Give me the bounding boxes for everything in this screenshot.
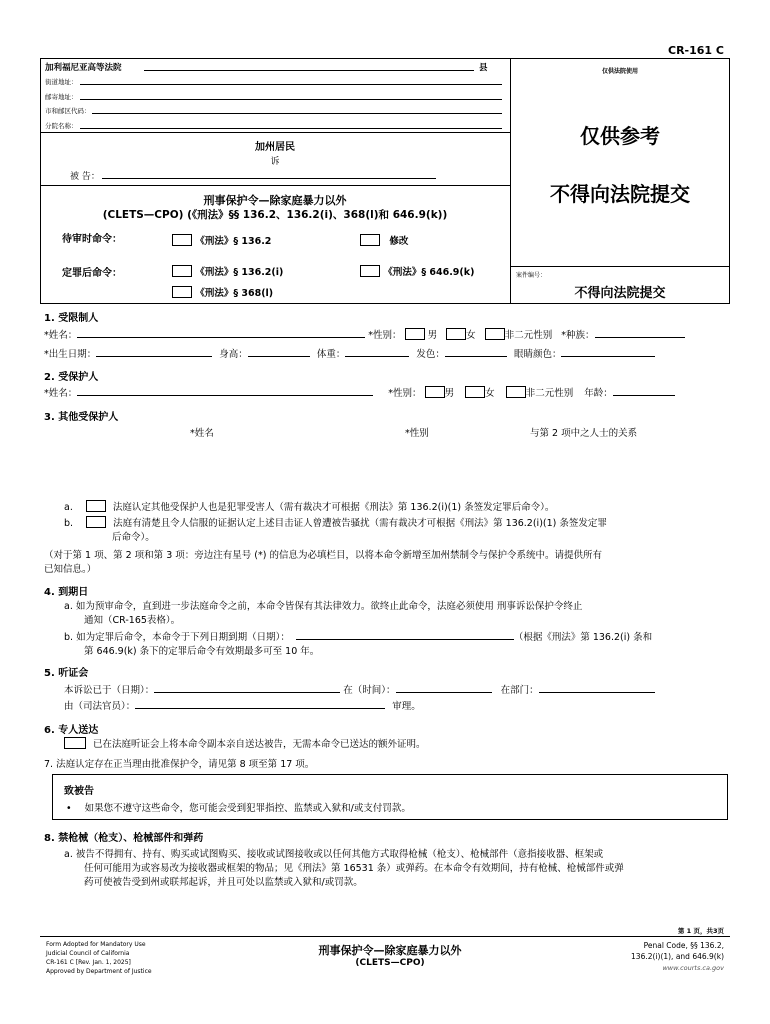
restrained-name-label: *姓名： — [44, 330, 78, 341]
expiration-pretrial-cont: 通知（CR-165表格）。 — [84, 615, 181, 626]
footer-subtitle: (CLETS—CPO) — [355, 958, 425, 968]
item3b-label: b. — [64, 518, 74, 529]
case-number-value: 不得向法院提交 — [574, 286, 666, 301]
item3a-text: 法庭认定其他受保护人也是犯罪受害人（需有裁决才可根据《刑法》第 136.2(i)(1) 条签发定罪后命令）。 — [112, 502, 555, 513]
hair-field[interactable] — [445, 356, 507, 357]
protected-male-checkbox[interactable] — [425, 386, 445, 398]
firearms-text-3: 药可使被告受到州或联邦起诉，并且可处以监禁或入狱和/或罚款。 — [84, 877, 363, 888]
protected-name-label: *姓名： — [44, 388, 78, 399]
section4-heading: 4. 到期日 — [44, 587, 89, 598]
protected-nonbinary-checkbox[interactable] — [506, 386, 526, 398]
postconv-136-2i-label: 《刑法》§ 136.2(i) — [195, 267, 284, 278]
case-number-label: 案件编号： — [516, 272, 547, 279]
footer-right-1: Penal Code, §§ 136.2, — [643, 941, 724, 950]
protected-male-label: 男 — [444, 388, 455, 399]
protected-sex-label: *性别： — [388, 388, 422, 399]
height-label: 身高： — [219, 349, 248, 360]
defendant-field[interactable] — [102, 178, 436, 179]
courts-website-link[interactable]: www.courts.ca.gov — [662, 964, 724, 972]
item3b-text: 法庭有清楚且令人信服的证据认定上述目击证人曾遭被告骚扰（需有裁决才可根据《刑法》第 136.2(i)(1) 条签发定罪 — [113, 518, 607, 529]
expiration-date-field[interactable] — [296, 639, 514, 640]
section1-heading: 1. 受限制人 — [44, 313, 99, 324]
postconv-368l-label: 《刑法》§ 368(l) — [195, 288, 274, 299]
firearms-text: a. 被告不得拥有、持有、购买或试图购买、接收或试图接收或以任何其他方式取得枪械（枪支）、枪械部件（意指接收器、框架或 — [64, 849, 604, 860]
mailing-label: 邮寄地址： — [45, 93, 78, 101]
footer-left-1: Form Adopted for Mandatory Use — [46, 941, 146, 948]
heard-label: 审理。 — [392, 701, 421, 712]
restrained-male-checkbox[interactable] — [405, 328, 425, 340]
section5-heading: 5. 听证会 — [44, 668, 89, 679]
restrained-race-field[interactable] — [595, 337, 685, 338]
hearing-dept-field[interactable] — [539, 692, 655, 693]
modification-label: 修改 — [389, 236, 409, 247]
weight-field[interactable] — [345, 356, 409, 357]
restrained-male-label: 男 — [427, 330, 438, 341]
pretrial-label: 待审时命令： — [62, 234, 122, 245]
footer-left-3: CR-161 C [Rev. Jan. 1, 2025] — [46, 959, 131, 966]
postconv-646-9k-checkbox[interactable] — [360, 265, 380, 277]
other-col-relation: 与第 2 项中之人士的关系 — [530, 428, 638, 439]
city-zip-field[interactable] — [92, 113, 502, 114]
section8-heading: 8. 禁枪械（枪支）、枪械部件和弹药 — [44, 833, 204, 844]
protected-age-label: 年龄： — [584, 388, 613, 399]
order-title: 刑事保护令—除家庭暴力以外 — [203, 194, 347, 207]
expiration-postconv: b. 如为定罪后命令，本命令于下列日期到期（日期）： — [64, 632, 290, 643]
item3a-label: a. — [64, 502, 73, 513]
warning-bullet: • — [66, 803, 72, 814]
city-zip-label: 市和邮区代码： — [45, 107, 91, 115]
expiration-postconv-end: （根据《刑法》第 136.2(i) 条和 — [513, 632, 653, 643]
court-use-only: 仅供法院使用 — [601, 68, 638, 75]
eyes-field[interactable] — [561, 356, 655, 357]
section7-text: 7. 法庭认定存在正当理由批准保护令，请见第 8 项至第 17 项。 — [44, 759, 315, 770]
footer-title: 刑事保护令—除家庭暴力以外 — [318, 944, 462, 957]
protected-female-checkbox[interactable] — [465, 386, 485, 398]
do-not-file-notice: 不得向法院提交 — [550, 182, 690, 206]
pretrial-136-2-checkbox[interactable] — [172, 234, 192, 246]
required-note-cont: 已知信息。） — [44, 564, 97, 575]
protected-name-field[interactable] — [77, 395, 373, 396]
street-label: 街道地址： — [45, 78, 78, 86]
firearms-text-2: 任何可能用为或容易改为接收器或框架的物品；见《刑法》第 16531 条）或弹药。在本命令有效期间，持有枪械、枪械部件或弹 — [84, 863, 624, 874]
restrained-sex-label: *性别： — [368, 330, 402, 341]
judicial-officer-label: 由（司法官员）： — [64, 701, 136, 712]
branch-field[interactable] — [80, 128, 502, 129]
postconviction-label: 定罪后命令： — [62, 268, 122, 279]
judicial-officer-field[interactable] — [135, 708, 385, 709]
restrained-female-checkbox[interactable] — [446, 328, 466, 340]
defendant-label: 被 告： — [70, 172, 100, 182]
required-note: （对于第 1 项、第 2 项和第 3 项：旁边注有星号 (*) 的信息为必填栏目，以将本命令新增至加州禁制令与保护令系统中。请提供所有 — [44, 550, 602, 561]
postconv-646-9k-label: 《刑法》§ 646.9(k) — [383, 267, 475, 278]
other-col-name: *姓名 — [190, 428, 214, 439]
item3b-text-cont: 后命令）。 — [112, 532, 155, 543]
hearing-date-field[interactable] — [154, 692, 340, 693]
footer-left-2: Judicial Council of California — [46, 950, 130, 957]
height-field[interactable] — [248, 356, 310, 357]
other-col-sex: *性别 — [405, 428, 429, 439]
personal-service-text: 已在法庭听证会上将本命令副本亲自送达被告，无需本命令已送达的额外证明。 — [93, 739, 426, 750]
item3a-checkbox[interactable] — [86, 500, 106, 512]
order-subtitle: (CLETS—CPO) (《刑法》§§ 136.2、136.2(i)、368(l)和 646.9(k)) — [102, 209, 448, 221]
dob-label: *出生日期： — [44, 349, 97, 360]
protected-female-label: 女 — [485, 388, 495, 399]
expiration-pretrial: a. 如为预审命令，直到进一步法庭命令之前，本命令皆保有其法律效力。欲终止此命令，法庭必须使用 刑事诉讼保护令终止 — [64, 601, 583, 612]
restrained-race-label: *种族： — [561, 330, 595, 341]
mailing-field[interactable] — [80, 99, 502, 100]
section3-heading: 3. 其他受保护人 — [44, 412, 119, 423]
hair-label: 发色： — [416, 349, 445, 360]
court-label: 加利福尼亚高等法院 — [45, 63, 122, 73]
protected-nonbinary-label: 非二元性别 — [525, 388, 574, 399]
section2-heading: 2. 受保护人 — [44, 372, 99, 383]
branch-label: 分院名称： — [45, 122, 78, 130]
eyes-label: 眼睛颜色： — [513, 349, 562, 360]
restrained-nonbinary-checkbox[interactable] — [485, 328, 505, 340]
item3b-checkbox[interactable] — [86, 516, 106, 528]
vs-label: 诉 — [270, 157, 280, 167]
hearing-time-label: 在（时间）： — [343, 685, 396, 696]
warning-text: 如果您不遵守这些命令，您可能会受到犯罪指控、监禁或入狱和/或支付罚款。 — [84, 803, 411, 814]
personal-service-checkbox[interactable] — [64, 737, 86, 749]
postconv-368l-checkbox[interactable] — [172, 286, 192, 298]
pretrial-136-2-label: 《刑法》§ 136.2 — [195, 236, 272, 247]
restrained-nonbinary-label: 非二元性别 — [504, 330, 553, 341]
restrained-female-label: 女 — [466, 330, 476, 341]
hearing-date-label: 本诉讼已于（日期）： — [64, 685, 155, 696]
hearing-time-field[interactable] — [396, 692, 492, 693]
county-field[interactable] — [144, 70, 474, 71]
section6-heading: 6. 专人送达 — [44, 725, 99, 736]
postconv-136-2i-checkbox[interactable] — [172, 265, 192, 277]
reference-only: 仅供参考 — [580, 124, 660, 148]
form-number: CR-161 C — [668, 44, 724, 57]
other-protected-area[interactable] — [44, 440, 730, 490]
weight-label: 体重： — [316, 349, 346, 360]
page-number: 第 1 页，共3页 — [677, 927, 724, 935]
hearing-dept-label: 在部门： — [500, 685, 539, 696]
warning-heading: 致被告 — [64, 786, 94, 797]
protected-age-field[interactable] — [613, 395, 675, 396]
county-suffix: 县 — [479, 63, 488, 73]
modification-checkbox[interactable] — [360, 234, 380, 246]
dob-field[interactable] — [96, 356, 212, 357]
restrained-name-field[interactable] — [77, 337, 365, 338]
footer-left-4: Approved by Department of Justice — [46, 968, 152, 975]
expiration-postconv-cont: 第 646.9(k) 条下的定罪后命令有效期最多可至 10 年。 — [84, 646, 320, 657]
footer-right-2: 136.2(i)(1), and 646.9(k) — [631, 952, 724, 961]
street-field[interactable] — [80, 84, 502, 85]
people-label: 加州居民 — [255, 142, 295, 153]
